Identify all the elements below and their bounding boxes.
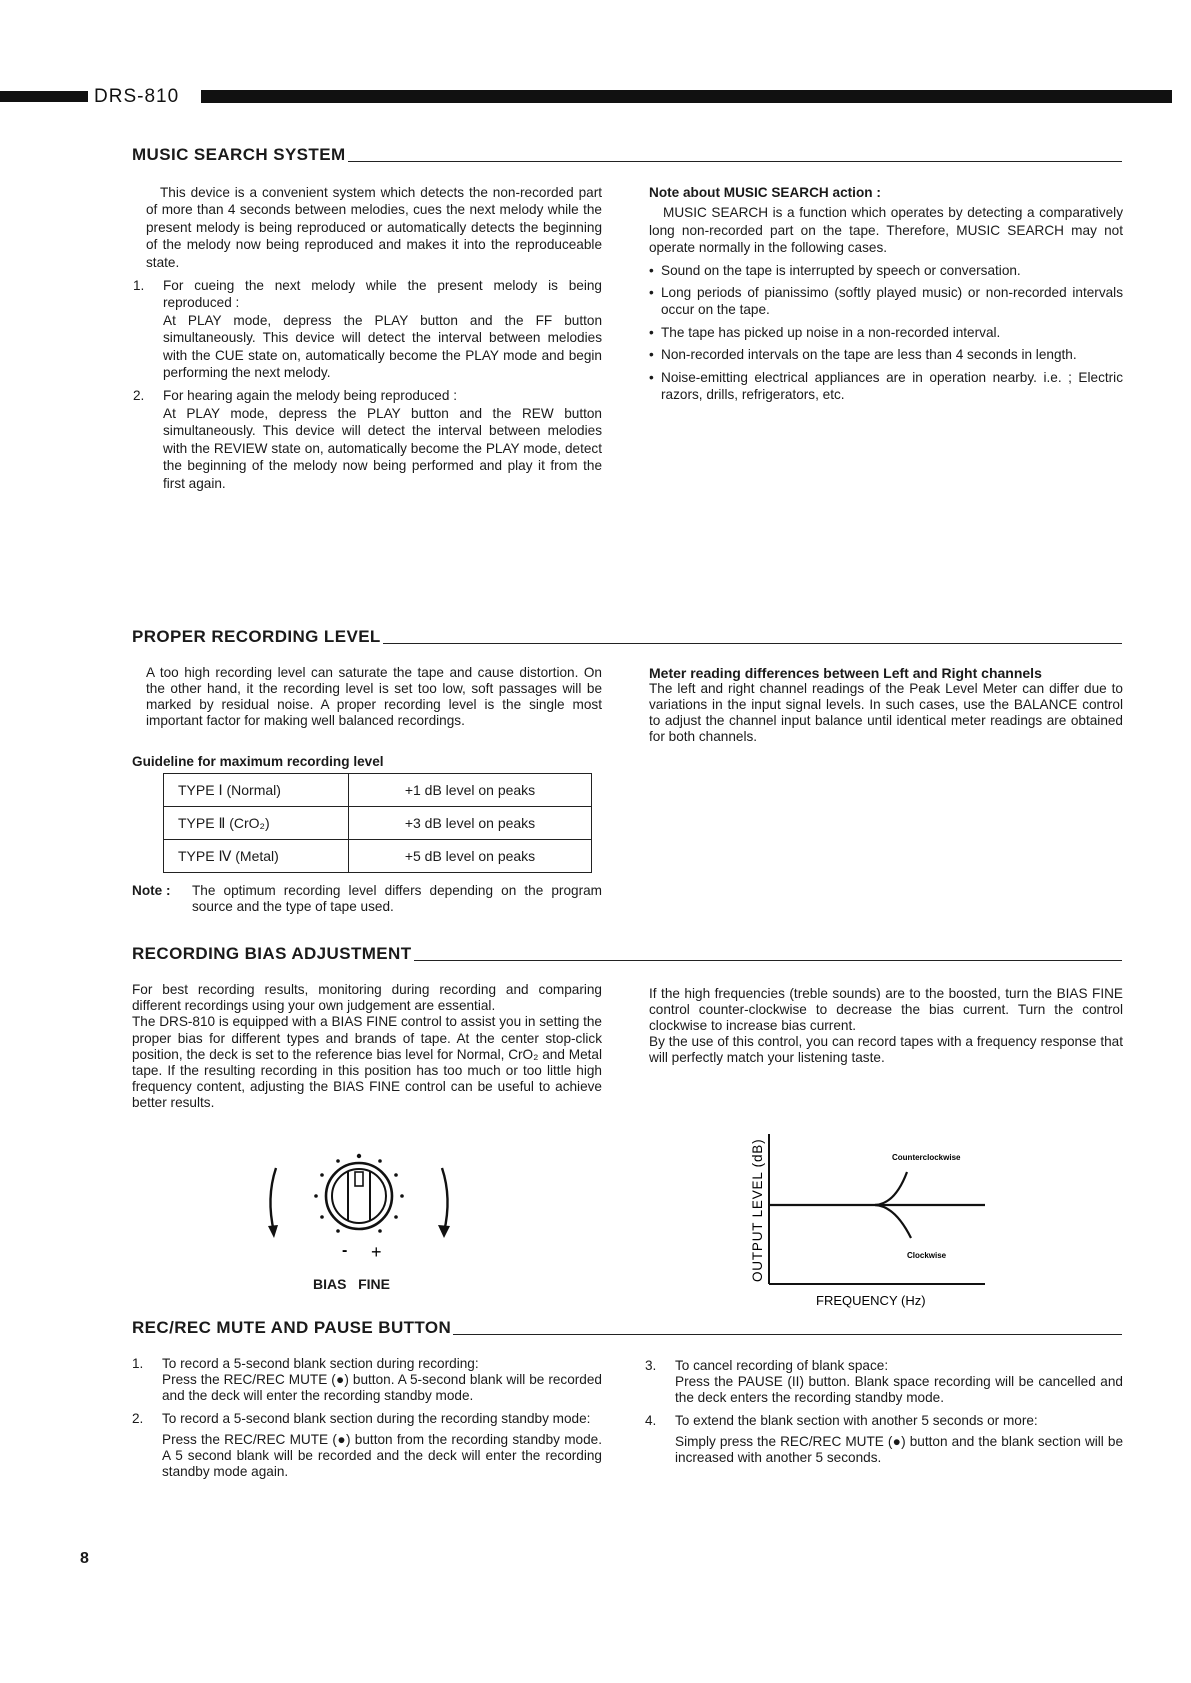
section-title-rec-mute: REC/REC MUTE AND PAUSE BUTTON xyxy=(132,1318,1122,1338)
list-item: • The tape has picked up noise in a non-recorded interval. xyxy=(649,324,1123,341)
item-text: Press the PAUSE (II) button. Blank space recording will be cancelled and the deck enters the recording standby mode. xyxy=(675,1374,1123,1406)
item-text: At PLAY mode, depress the PLAY button and the FF button simultaneously. This device will detect the interval between melodies with the CUE state on, automatically become the PLAY mode and begin performing the next melody. xyxy=(163,312,602,381)
list-item xyxy=(645,1358,1123,1407)
bias-right-column xyxy=(649,986,1123,1066)
item-text: Simply press the REC/REC MUTE (●) button and the blank section will be increased with another 5 seconds. xyxy=(675,1433,1123,1466)
table-cell-type: TYPE Ⅰ (Normal) xyxy=(164,774,349,807)
item-lead: For cueing the next melody while the present melody is being reproduced : xyxy=(163,278,602,311)
item-lead: To extend the blank section with another 5 seconds or more: xyxy=(675,1412,1038,1428)
bullet-text: Noise-emitting electrical appliances are in operation nearby. i.e. ; Electric razors, drills, refrigerators, etc. xyxy=(661,369,1123,403)
table-cell-type: TYPE Ⅱ (CrO₂) xyxy=(164,807,349,840)
counterclockwise-curve xyxy=(875,1172,907,1205)
bias-right-paragraph-2: By the use of this control, you can record tapes with a frequency response that will perfectly match your listening taste. xyxy=(649,1034,1123,1065)
guideline-table xyxy=(163,773,592,873)
bias-left-paragraph-2: The DRS-810 is equipped with a BIAS FINE control to assist you in setting the proper bias for different types and brands of tape. At the center stop-click position, the deck is set to the reference bias level for Normal, CrO₂ and Metal tape. If the resulting recording in this position has too much or too little high frequency content, adjusting the BIAS FINE control can be useful to achieve better results. xyxy=(132,1014,602,1111)
header-bar-left xyxy=(0,91,88,102)
header-bar-right xyxy=(201,90,1172,103)
bullet-text: Non-recorded intervals on the tape are less than 4 seconds in length. xyxy=(661,347,1077,363)
table-row xyxy=(164,774,592,807)
item-text: At PLAY mode, depress the PLAY button and the REW button simultaneously. This device will detect the interval between melodies with the REVIEW state on, automatically become the PLAY mode, detect the beginning of the melody now being performed and play it from the first again. xyxy=(163,405,602,491)
item-number: 2. xyxy=(132,1410,144,1426)
rec-mute-left-column xyxy=(132,1350,602,1480)
counterclockwise-label: Counterclockwise xyxy=(892,1153,961,1162)
knob-plus-label: + xyxy=(371,1242,382,1262)
item-lead: For hearing again the melody being reproduced : xyxy=(163,388,457,404)
cw-arrow-icon xyxy=(442,1168,448,1232)
bullet-text: The tape has picked up noise in a non-recorded interval. xyxy=(661,324,1001,340)
music-search-intro: This device is a convenient system which detects the non-recorded part of more than 4 seconds between melodies, cues the next melody while the present melody is being reproduced or automatically detects the beginning of the melody now being reproduced and makes it into the reproduceable state. xyxy=(146,185,602,270)
music-search-note-text: MUSIC SEARCH is a function which operates by detecting a comparatively long non-recorded part on the tape. Therefore, MUSIC SEARCH may not operate normally in the following cases. xyxy=(649,205,1123,256)
list-item xyxy=(133,277,602,381)
y-axis-label: OUTPUT LEVEL (dB) xyxy=(750,1138,765,1282)
table-cell-level: +1 dB level on peaks xyxy=(349,774,592,807)
clockwise-label: Clockwise xyxy=(907,1251,947,1260)
x-axis-label: FREQUENCY (Hz) xyxy=(816,1293,926,1308)
table-row xyxy=(164,840,592,873)
item-text: Press the REC/REC MUTE (●) button from the recording standby mode. A 5 second blank will be recorded and the deck will enter the recording standby mode again. xyxy=(162,1431,602,1480)
bias-fine-knob-illustration xyxy=(262,1148,462,1288)
list-item xyxy=(132,1356,602,1405)
bias-right-paragraph-1: If the high frequencies (treble sounds) are to the boosted, turn the BIAS FINE control counter-clockwise to decrease the bias current. Turn the control clockwise to increase bias current. xyxy=(649,986,1123,1033)
table-cell-type: TYPE Ⅳ (Metal) xyxy=(164,840,349,873)
recording-level-intro: A too high recording level can saturate the tape and cause distortion. On the other hand, it the recording level is set too low, soft passages will be marked by residual noise. A proper recording level is the single most important factor for making well balanced recordings. xyxy=(146,665,602,728)
item-number: 2. xyxy=(133,388,145,404)
section-title-recording-level: PROPER RECORDING LEVEL xyxy=(132,627,1122,647)
bullet-text: Sound on the tape is interrupted by speech or conversation. xyxy=(661,262,1021,278)
bullet-text: Long periods of pianissimo (softly played music) or non-recorded intervals occur on the tape. xyxy=(661,285,1123,318)
meter-reading-text: The left and right channel readings of the Peak Level Meter can differ due to variations in the input signal levels. In such cases, use the BALANCE control to adjust the channel input balance until identical meter readings are obtained for both channels. xyxy=(649,681,1123,744)
page-number: 8 xyxy=(80,1550,89,1567)
note-text: The optimum recording level differs depending on the program source and the type of tape used. xyxy=(192,883,602,914)
knob-minus-label: - xyxy=(342,1242,348,1259)
item-text: Press the REC/REC MUTE (●) button. A 5-second blank will be recorded and the deck will enter the recording standby mode. xyxy=(162,1372,602,1404)
note-label: Note : xyxy=(132,883,171,898)
item-number: 4. xyxy=(645,1412,657,1428)
music-search-note-title: Note about MUSIC SEARCH action : xyxy=(649,185,881,200)
bias-left-paragraph-1: For best recording results, monitoring during recording and comparing different recordings using your own judgement are essential. xyxy=(132,982,602,1014)
list-item xyxy=(133,387,602,491)
list-item: • Sound on the tape is interrupted by speech or conversation. xyxy=(649,262,1123,279)
page-header xyxy=(0,87,1172,105)
list-item xyxy=(645,1413,1123,1467)
list-item: • Noise-emitting electrical appliances are in operation nearby. i.e. ; Electric razors, drills, refrigerators, etc. xyxy=(649,369,1123,403)
meter-reading-block xyxy=(649,665,1123,745)
item-lead: To cancel recording of blank space: xyxy=(675,1358,889,1373)
guideline-title: Guideline for maximum recording level xyxy=(132,754,384,769)
clockwise-curve xyxy=(875,1205,911,1238)
rec-mute-right-column xyxy=(645,1352,1123,1466)
item-number: 1. xyxy=(132,1356,144,1371)
item-number: 1. xyxy=(133,278,145,294)
recording-level-note xyxy=(132,883,602,915)
table-cell-level: +3 dB level on peaks xyxy=(349,807,592,840)
music-search-left-column xyxy=(133,184,602,492)
meter-reading-title: Meter reading differences between Left and Right channels xyxy=(649,665,1042,681)
list-item: • Long periods of pianissimo (softly played music) or non-recorded intervals occur on the tape. xyxy=(649,285,1123,318)
section-title-music-search: MUSIC SEARCH SYSTEM xyxy=(132,145,1122,165)
item-number: 3. xyxy=(645,1358,657,1373)
frequency-response-graph xyxy=(745,1130,995,1310)
item-lead: To record a 5-second blank section during the recording standby mode: xyxy=(162,1410,591,1426)
model-name: DRS-810 xyxy=(94,86,180,107)
section-title-bias: RECORDING BIAS ADJUSTMENT xyxy=(132,944,1122,964)
ccw-arrow-icon xyxy=(270,1168,276,1232)
bias-fine-label: BIAS FINE xyxy=(313,1276,391,1292)
list-item: • Non-recorded intervals on the tape are less than 4 seconds in length. xyxy=(649,346,1123,363)
table-row xyxy=(164,807,592,840)
list-item xyxy=(132,1411,602,1481)
item-lead: To record a 5-second blank section during recording: xyxy=(162,1356,479,1371)
music-search-right-column xyxy=(649,184,1123,403)
bias-left-column xyxy=(132,982,602,1112)
table-cell-level: +5 dB level on peaks xyxy=(349,840,592,873)
